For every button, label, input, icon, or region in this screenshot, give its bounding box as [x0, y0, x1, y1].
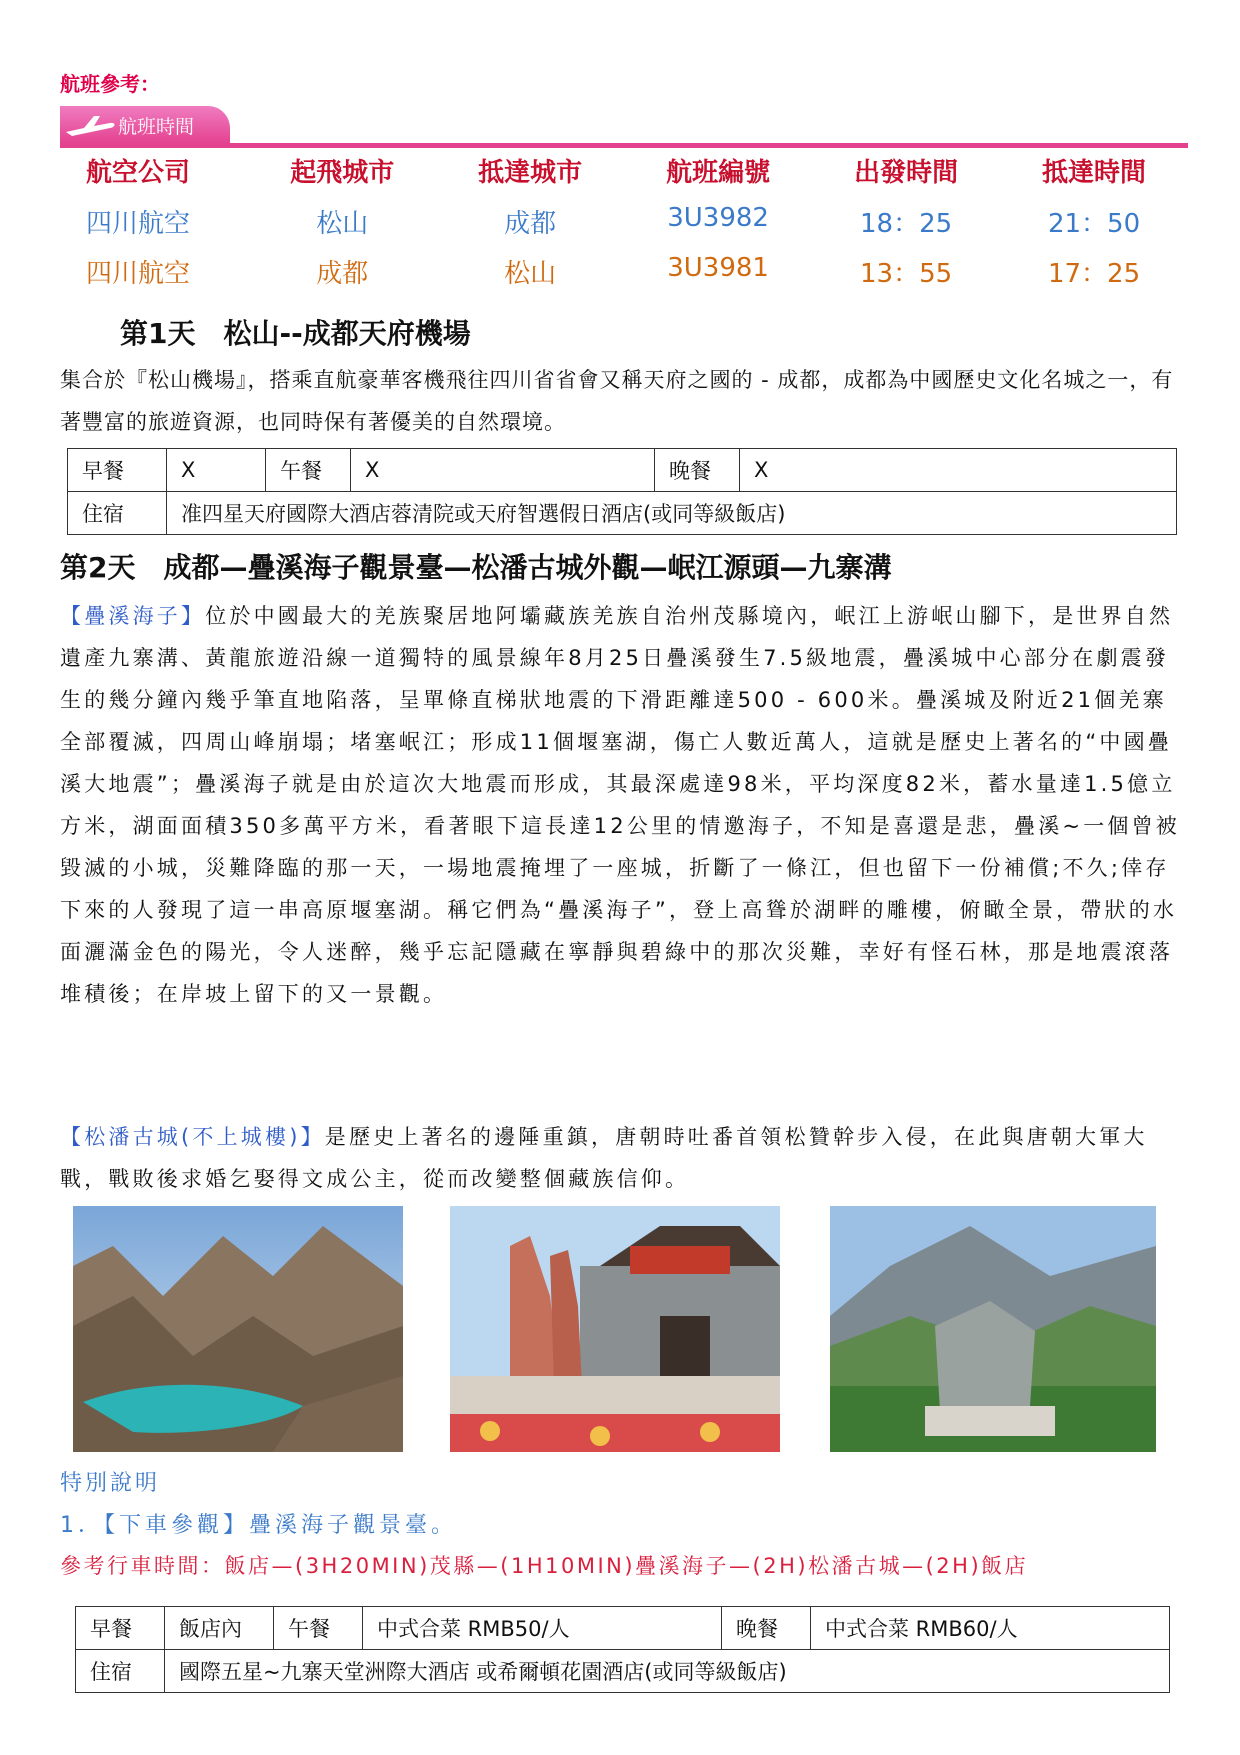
meal-value: X: [740, 449, 1177, 492]
day2-paragraph-songpan: [60, 1116, 1188, 1200]
driving-time-reference: 參考行車時間：飯店—(3H20MIN)茂縣—(1H10MIN)疊溪海子—(2H)松潘古城—(2H)飯店: [60, 1554, 1029, 1578]
flight-cell: 松山: [316, 209, 369, 239]
header-departure-time: 出發時間: [854, 158, 959, 188]
meal-label: 早餐: [68, 449, 167, 492]
diexi-text: 位於中國最大的羌族聚居地阿壩藏族羌族自治州茂縣境內，岷江上游岷山腳下，是世界自然遺產九寨溝、黃龍旅遊沿線一道獨特的風景線年8月25日疊溪發生7.5級地震，疊溪城中心部分在劇震發生的幾分鐘內幾乎筆直地陷落，呈單條直梯狀地震的下滑距離達500 - 600米。疊溪城及附近21個羌寨全部覆滅，四周山峰崩塌；堵塞岷江；形成11個堰塞湖，傷亡人數近萬人，這就是歷史上著名的“中國疊溪大地震”；疊溪海子就是由於這次大地震而形成，其最深處達98米，平均深度82米，蓄水量達1.5億立方米，湖面面積350多萬平方米，看著眼下這長達12公里的情邀海子，不知是喜還是悲，疊溪~一個曾被毀滅的小城，災難降臨的那一天，一場地震掩埋了一座城，折斷了一條江，但也留下一份補償;不久;倖存下來的人發現了這一串高原堰塞湖。稱它們為“疊溪海子”，登上高聳於湖畔的雕樓，俯瞰全景，帶狀的水面灑滿金色的陽光，令人迷醉，幾乎忘記隱藏在寧靜與碧綠中的那次災難，幸好有怪石林，那是地震滾落堆積後；在岸坡上留下的又一景觀。: [60, 604, 1180, 1006]
flight-cell: 成都: [504, 209, 557, 239]
flight-row: [60, 253, 1188, 297]
flight-cell: 17：25: [1047, 259, 1141, 289]
flight-cell: 13：55: [859, 259, 953, 289]
meal-label: 早餐: [76, 1607, 165, 1650]
songpan-old-town-photo: [450, 1206, 780, 1452]
stay-label: 住宿: [68, 492, 167, 535]
flight-cell: 3U3981: [667, 253, 769, 283]
flight-table-header: [60, 152, 1188, 196]
airplane-icon: [62, 108, 118, 142]
meal-value: X: [351, 449, 655, 492]
header-airline: 航空公司: [86, 158, 191, 188]
flight-cell: 21：50: [1047, 209, 1141, 239]
special-notes-item: 1．【下車參觀】疊溪海子觀景臺。: [60, 1513, 457, 1538]
flight-cell: 成都: [316, 259, 369, 289]
header-arrival-city: 抵達城市: [478, 158, 583, 188]
header-arrival-time: 抵達時間: [1042, 158, 1147, 188]
meal-label: 午餐: [274, 1607, 363, 1650]
day1-title: 第1天 松山--成都天府機場: [120, 317, 471, 350]
diexi-tag: 【疊溪海子】: [60, 604, 206, 628]
day1-meal-table: [67, 448, 1177, 535]
flight-cell: 松山: [504, 259, 557, 289]
stay-value: 准四星天府國際大酒店蓉清院或天府智選假日酒店(或同等級飯店): [167, 492, 1177, 535]
flight-cell: 四川航空: [86, 259, 191, 289]
songpan-text: 是歷史上著名的邊陲重鎮，唐朝時吐番首領松贊幹步入侵，在此與唐朝大軍大戰，戰敗後求婚乞娶得文成公主，從而改變整個藏族信仰。: [60, 1125, 1148, 1191]
meal-label: 午餐: [266, 449, 351, 492]
diexi-lake-photo: [73, 1206, 403, 1452]
meal-value: X: [167, 449, 266, 492]
header-flight-number: 航班編號: [666, 158, 771, 188]
stay-value: 國際五星~九寨天堂洲際大酒店 或希爾頓花園酒店(或同等級飯店): [165, 1650, 1170, 1693]
day1-description: 集合於『松山機場』，搭乘直航豪華客機飛往四川省省會又稱天府之國的 - 成都，成都為中國歷史文化名城之一，有著豐富的旅遊資源，也同時保有著優美的自然環境。: [60, 368, 1174, 434]
special-notes-title: 特別說明: [60, 1471, 161, 1496]
day2-meal-table: [75, 1606, 1170, 1693]
meal-label: 晚餐: [655, 449, 740, 492]
flight-cell: 3U3982: [667, 203, 769, 233]
flight-divider: [60, 143, 1188, 148]
flight-cell: 18：25: [859, 209, 953, 239]
meal-value: 中式合菜 RMB50/人: [363, 1607, 722, 1650]
flight-time-tab: [60, 106, 230, 144]
meal-label: 晚餐: [722, 1607, 811, 1650]
minjiang-source-photo: [830, 1206, 1156, 1452]
meal-value: 中式合菜 RMB60/人: [811, 1607, 1170, 1650]
flight-reference-title: 航班參考：: [60, 72, 160, 96]
stay-label: 住宿: [76, 1650, 165, 1693]
songpan-tag: 【松潘古城(不上城樓)】: [60, 1125, 325, 1149]
day2-paragraph-diexi: [60, 595, 1188, 1015]
flight-row: [60, 203, 1188, 247]
day2-title: 第2天 成都—疊溪海子觀景臺—松潘古城外觀—岷江源頭—九寨溝: [60, 551, 892, 584]
header-departure-city: 起飛城市: [290, 158, 395, 188]
flight-cell: 四川航空: [86, 209, 191, 239]
meal-value: 飯店內: [165, 1607, 274, 1650]
flight-tab-label: 航班時間: [118, 115, 195, 138]
